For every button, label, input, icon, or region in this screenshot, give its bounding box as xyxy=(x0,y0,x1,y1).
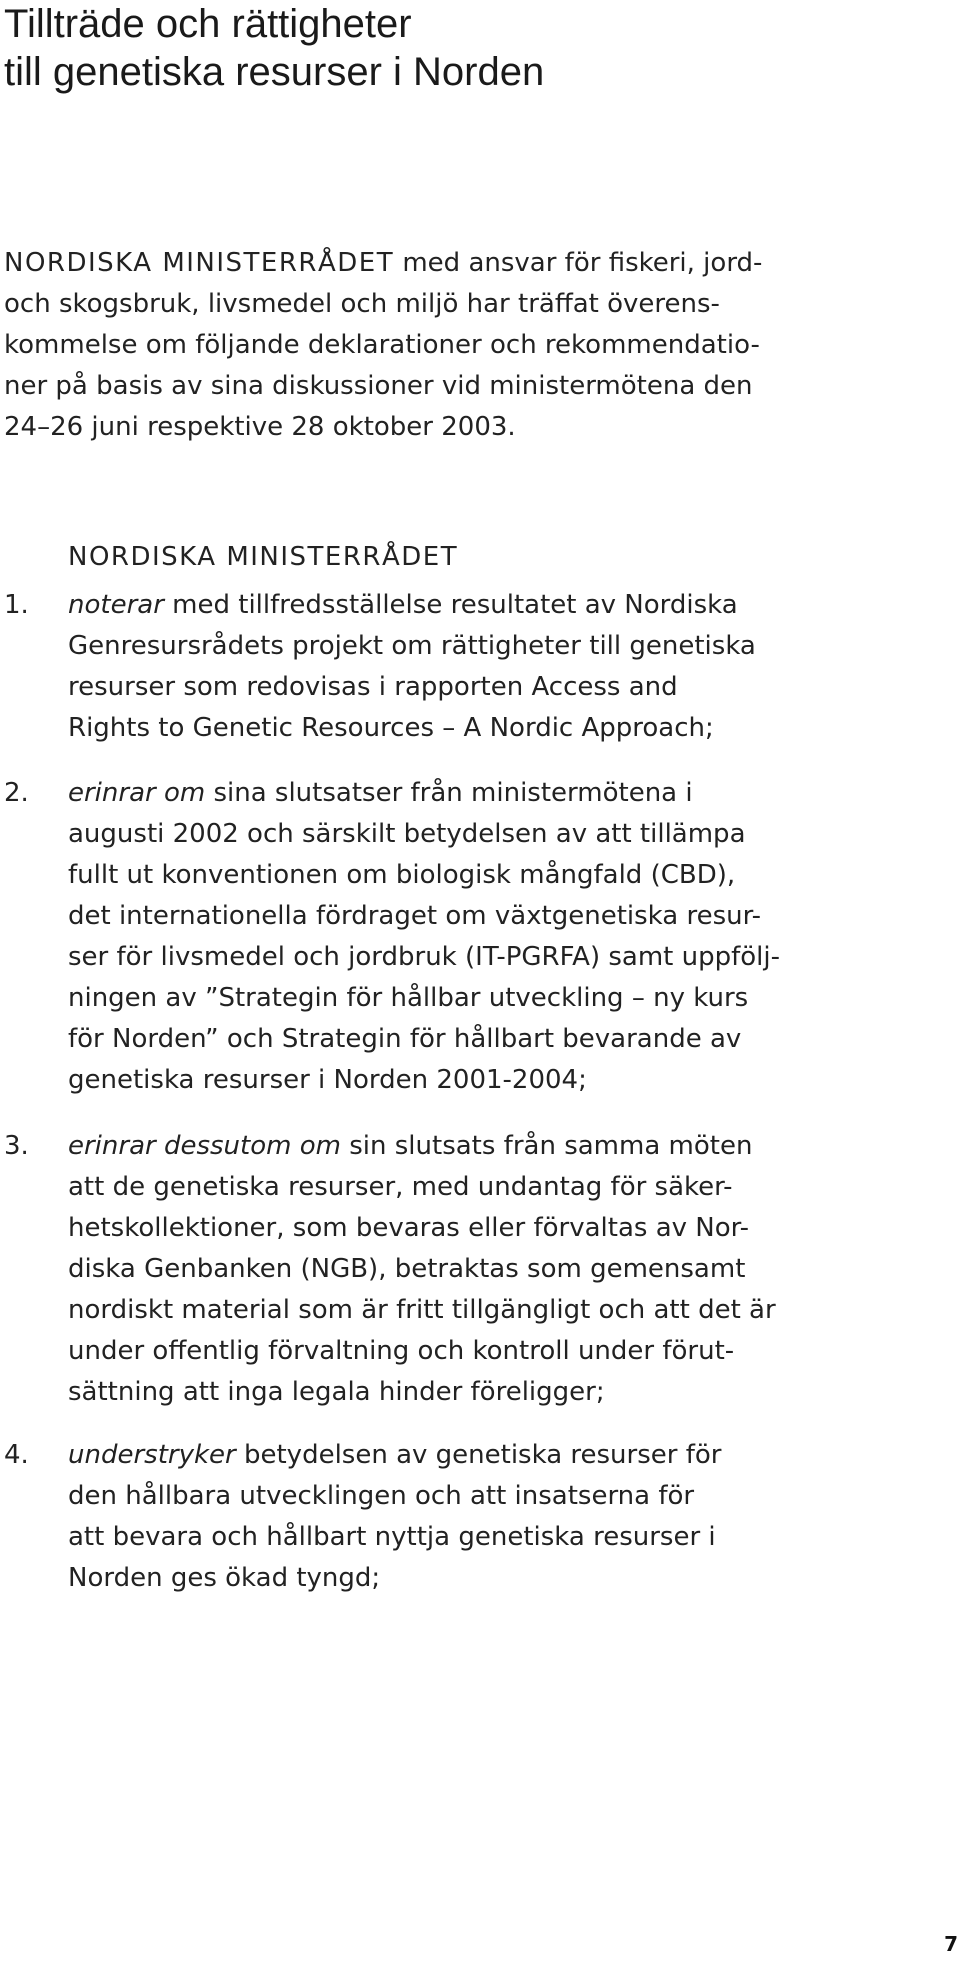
list-item-line: fullt ut konventionen om biologisk mångfald (CBD), xyxy=(68,860,736,890)
list-item-verb: noterar xyxy=(68,590,164,620)
list-item-line: det internationella fördraget om växtgenetiska resur- xyxy=(68,901,761,931)
intro-line-5: 24–26 juni respektive 28 oktober 2003. xyxy=(4,412,516,442)
list-item-line-rest: betydelsen av genetiska resurser för xyxy=(235,1440,722,1470)
list-item-body xyxy=(68,773,898,1101)
list-item-line: augusti 2002 och särskilt betydelsen av att tillämpa xyxy=(68,819,746,849)
list-item-line: sättning att inga legala hinder föreligger; xyxy=(68,1377,605,1407)
intro-line-2: och skogsbruk, livsmedel och miljö har träffat överens- xyxy=(4,289,720,319)
title-line-1: Tillträde och rättigheter xyxy=(4,2,412,46)
list-item-line: resurser som redovisas i rapporten Access and xyxy=(68,672,678,702)
intro-paragraph xyxy=(4,243,904,448)
page-number: 7 xyxy=(944,1932,958,1956)
list-item-line: att bevara och hållbart nyttja genetiska resurser i xyxy=(68,1522,716,1552)
list-item-line: Rights to Genetic Resources – A Nordic Approach; xyxy=(68,713,714,743)
intro-line-1 xyxy=(4,243,904,284)
page-title xyxy=(4,0,904,96)
list-item-line: för Norden” och Strategin för hållbart bevarande av xyxy=(68,1024,742,1054)
list-item-verb: erinrar om xyxy=(68,778,206,808)
intro-line-4: ner på basis av sina diskussioner vid ministermötena den xyxy=(4,371,753,401)
list-item-body xyxy=(68,1126,898,1413)
intro-line-3: kommelse om följande deklarationer och rekommendatio- xyxy=(4,330,760,360)
list-item-line xyxy=(68,773,898,814)
list-item-line: den hållbara utvecklingen och att insatserna för xyxy=(68,1481,695,1511)
intro-line-1-rest: med ansvar för fiskeri, jord- xyxy=(394,248,763,278)
list-item-line xyxy=(68,1435,898,1476)
list-item-number: 2. xyxy=(4,778,29,808)
list-item-line: Norden ges ökad tyngd; xyxy=(68,1563,381,1593)
list-item-line xyxy=(68,585,898,626)
list-item-verb: understryker xyxy=(68,1440,236,1470)
list-item-number: 4. xyxy=(4,1440,29,1470)
list-item-line: under offentlig förvaltning och kontroll under förut- xyxy=(68,1336,735,1366)
list-item-line-rest: sin slutsats från samma möten xyxy=(340,1131,753,1161)
list-item-line-rest: sina slutsatser från ministermötena i xyxy=(205,778,693,808)
list-item-line: nordiskt material som är fritt tillgängligt och att det är xyxy=(68,1295,776,1325)
section-heading: NORDISKA MINISTERRÅDET xyxy=(68,542,459,572)
list-item-line: ser för livsmedel och jordbruk (IT-PGRFA) samt uppfölj- xyxy=(68,942,780,972)
list-item-verb: erinrar dessutom om xyxy=(68,1131,341,1161)
list-item-line: genetiska resurser i Norden 2001-2004; xyxy=(68,1065,587,1095)
list-item-body xyxy=(68,1435,898,1599)
list-item-line: hetskollektioner, som bevaras eller förvaltas av Nor- xyxy=(68,1213,750,1243)
list-item-line: att de genetiska resurser, med undantag för säker- xyxy=(68,1172,733,1202)
list-item-line-rest: med tillfredsställelse resultatet av Nordiska xyxy=(163,590,738,620)
list-item-line: Genresursrådets projekt om rättigheter till genetiska xyxy=(68,631,756,661)
intro-lead: NORDISKA MINISTERRÅDET xyxy=(4,248,395,278)
list-item-line xyxy=(68,1126,898,1167)
list-item-line: diska Genbanken (NGB), betraktas som gemensamt xyxy=(68,1254,746,1284)
list-item-number: 1. xyxy=(4,590,29,620)
list-item-line: ningen av ”Strategin för hållbar utveckling – ny kurs xyxy=(68,983,749,1013)
list-item-body xyxy=(68,585,898,749)
list-item-number: 3. xyxy=(4,1131,29,1161)
title-line-2: till genetiska resurser i Norden xyxy=(4,50,545,94)
